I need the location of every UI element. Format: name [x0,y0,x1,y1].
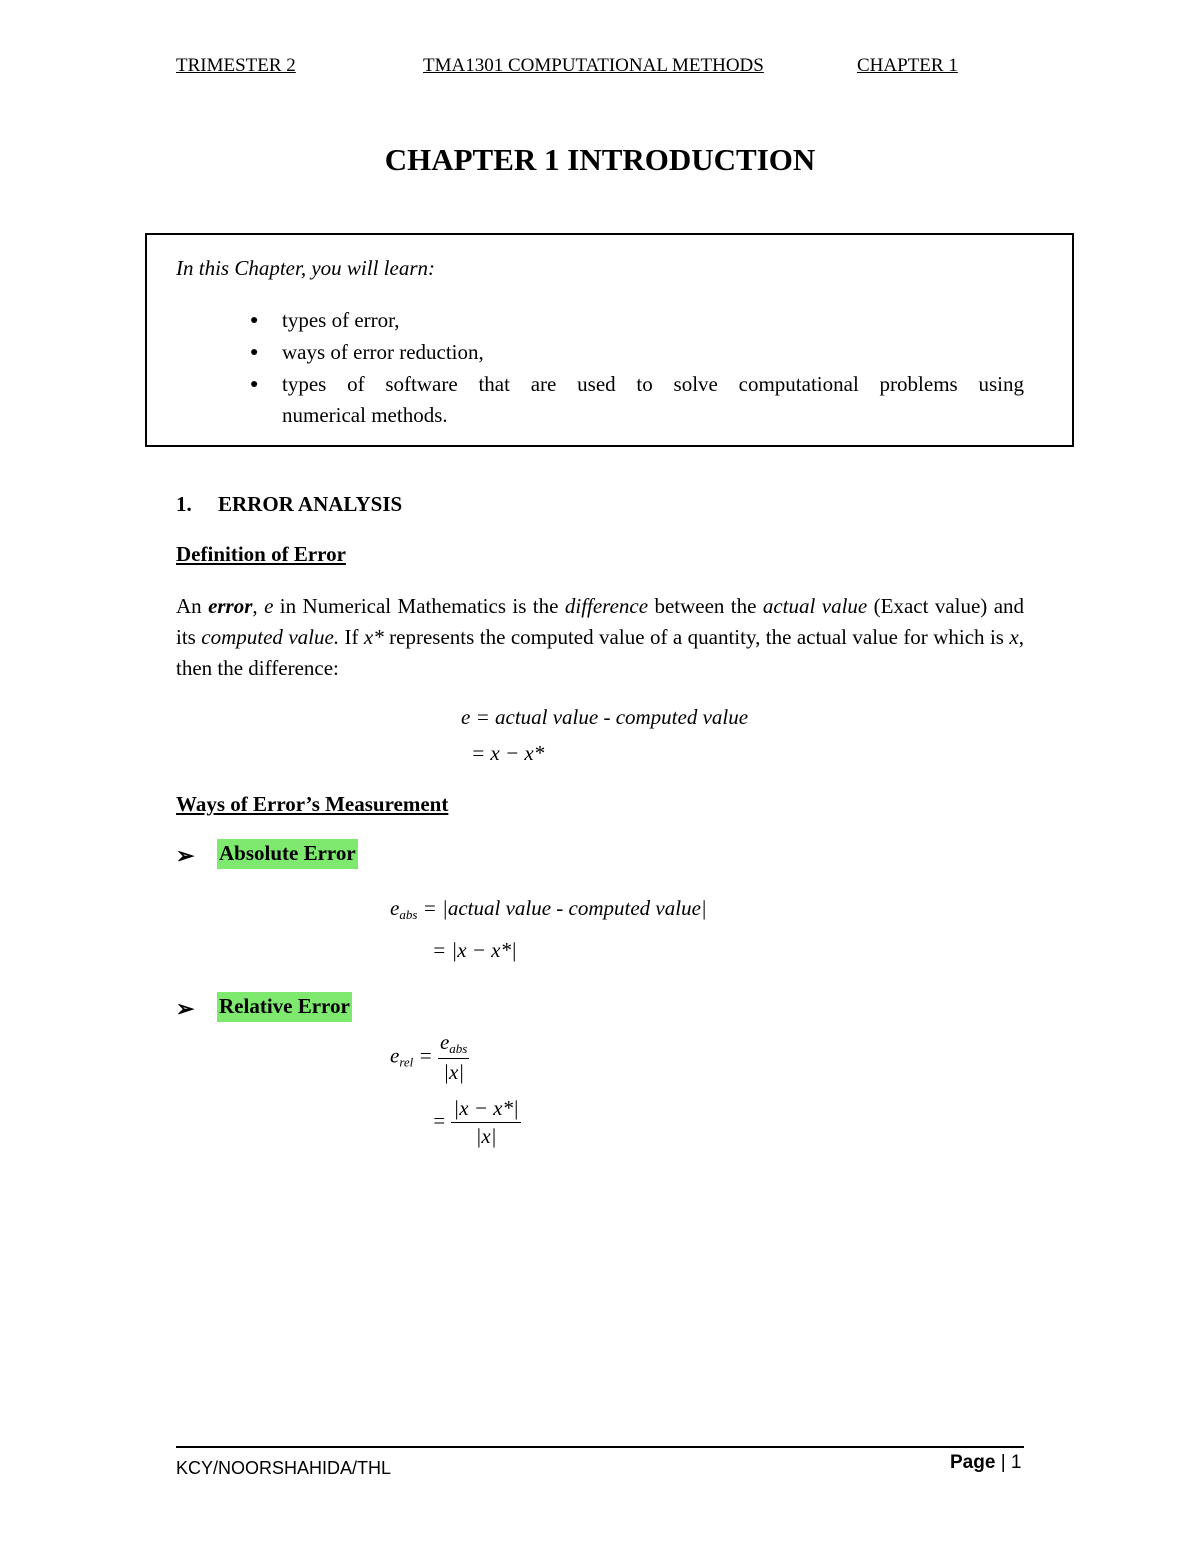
footer-divider [176,1446,1024,1448]
header-left: TRIMESTER 2 [176,55,296,76]
page-label: Page [950,1452,996,1473]
page-separator: | [995,1452,1011,1473]
text: between the [648,594,763,618]
objective-item-continued: numerical methods. [282,403,448,427]
absolute-error-rhs: = |actual value - computed value| [422,896,707,920]
section-title: ERROR ANALYSIS [218,492,403,516]
error-equation-line2: = x − x* [471,741,545,765]
chapter-title: CHAPTER 1 INTRODUCTION [384,142,816,177]
equals-sign: = [418,1043,433,1068]
absolute-error-highlight: Absolute Error [217,839,358,869]
absolute-error-line2: = |x − x*| [432,938,517,962]
ways-heading: Ways of Error’s Measurement [176,792,449,816]
objectives-intro: In this Chapter, you will learn: [176,256,435,280]
equals-sign: = [432,1108,447,1133]
definition-heading: Definition of Error [176,542,346,566]
bullet-icon: ● [250,313,259,328]
footer-authors: KCY/NOORSHAHIDA/THL [176,1458,392,1478]
fraction [451,1096,520,1149]
lhs-e: e [390,1043,400,1068]
text: in Numerical Mathematics is the [273,594,565,618]
arrow-bullet-icon: ➢ [176,843,195,868]
var-e: e [264,594,274,618]
text: (Exact value) and its [176,594,1025,649]
numerator [438,1030,469,1059]
bullet-icon: ● [250,377,259,392]
header-right: CHAPTER 1 [857,55,958,76]
bullet-icon: ● [250,345,259,360]
denominator: |x| [443,1060,465,1084]
lhs-subscript: abs [399,907,418,922]
absolute-error-label [217,841,358,866]
arrow-bullet-icon: ➢ [176,996,195,1021]
term-actual-value: actual value [762,594,868,618]
var-x: x [1009,625,1019,649]
page-number [950,1452,1022,1474]
relative-error-label [217,994,352,1019]
error-equation: e = actual value - computed value [461,705,749,729]
text: represents the computed value of a quantity, the actual value for which is [383,625,1010,649]
header-center: TMA1301 COMPUTATIONAL METHODS [423,55,764,76]
lhs-e: e [390,896,400,920]
text: If [339,625,364,649]
num-e: e [439,1030,450,1054]
section-number: 1. [176,492,192,516]
section-heading [176,492,402,517]
term-computed-value: computed value. [201,625,340,649]
text: , then the difference: [176,625,1024,680]
page-number-value: 1 [1010,1452,1022,1473]
lhs-subscript: rel [399,1054,414,1070]
var-xstar: x* [363,625,384,649]
text: , [252,594,265,618]
term-difference: difference [564,594,649,618]
num-subscript: abs [449,1041,468,1056]
relative-error-line2 [432,1096,521,1149]
objective-item: types of error, [282,308,400,332]
definition-paragraph [176,591,1024,684]
denominator: |x| [475,1124,497,1148]
objective-item: ways of error reduction, [282,340,484,364]
numerator: |x − x*| [451,1096,520,1123]
fraction [438,1030,469,1085]
relative-error-highlight: Relative Error [217,992,352,1022]
objective-item: types of software that are used to solve computational problems using [282,372,1024,396]
relative-error-formula [390,1030,469,1085]
text: An [176,594,209,618]
absolute-error-formula [390,896,707,923]
term-error: error [208,594,253,618]
